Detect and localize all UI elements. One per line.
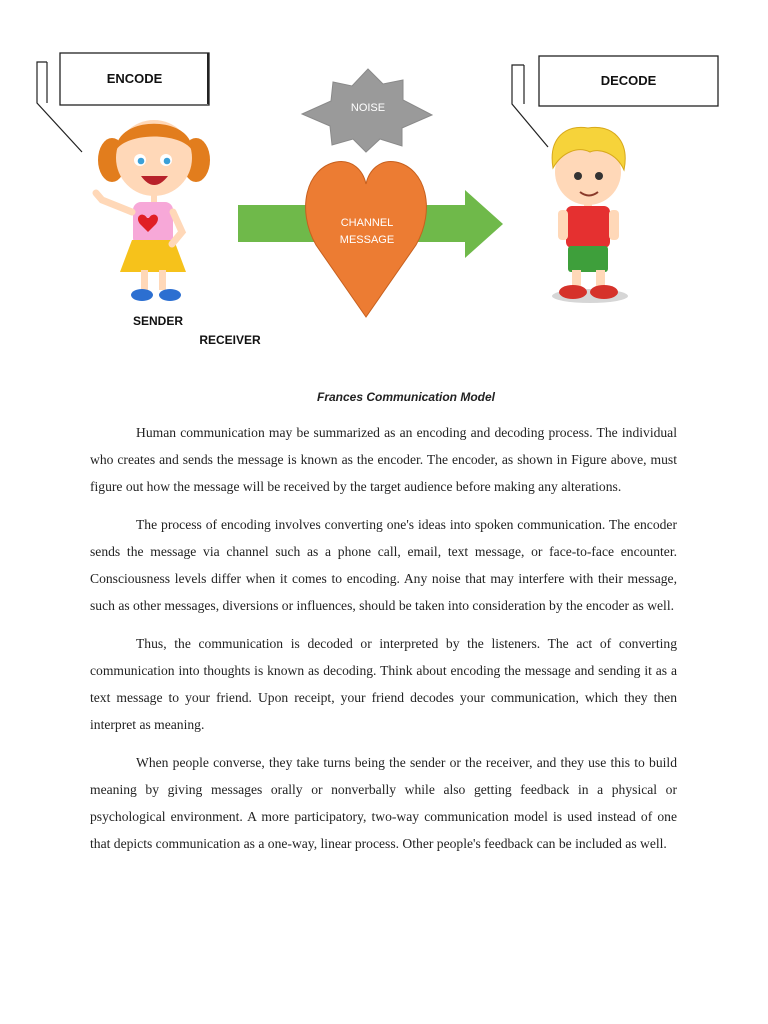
receiver-label: RECEIVER: [199, 333, 261, 347]
paragraph: The process of encoding involves converting one's ideas into spoken communication. The encoder sends the message via channel such as a phone call, email, text message, or face-to-face encounter. Consciousness levels differ when it comes to encoding. Any noise that may interfere with their message, such as other messages, diversions or influences, should be taken into consideration by the encoder as well.: [90, 517, 677, 613]
paragraph: Thus, the communication is decoded or interpreted by the listeners. The act of converting communication into thoughts is known as decoding. Think about encoding the message and sending it as a text message to your friend. Upon receipt, your friend decodes your communication, which they then interpret as meaning.: [90, 636, 677, 732]
sender-label: SENDER: [132, 314, 183, 328]
receiver-boy-illustration: [552, 127, 628, 303]
channel-label: CHANNEL: [340, 217, 394, 229]
communication-model-diagram: [0, 0, 768, 370]
paragraph: When people converse, they take turns being the sender or the receiver, and they use this to build meaning by giving messages orally or nonverbally while also getting feedback in a physical or psychological environment. A more participatory, two-way communication model is used instead of one that depicts communication as a one-way, linear process. Other people's feedback can be included as well.: [90, 755, 677, 851]
decode-label: DECODE: [600, 73, 657, 88]
channel-message-label: [326, 215, 408, 249]
message-label: MESSAGE: [339, 234, 395, 246]
diagram-graphics: [0, 0, 768, 370]
paragraph: Human communication may be summarized as an encoding and decoding process. The individual who creates and sends the message is known as the encoder. The encoder, as shown in Figure above, must figure out how the message will be received by the target audience before making any alterations.: [90, 425, 677, 494]
noise-label: NOISE: [350, 102, 386, 114]
figure-caption: Frances Communication Model: [316, 390, 496, 404]
sender-girl-illustration: [96, 120, 210, 301]
decode-callout: [512, 56, 718, 147]
encode-label: ENCODE: [106, 71, 163, 86]
body-text: [90, 419, 677, 868]
